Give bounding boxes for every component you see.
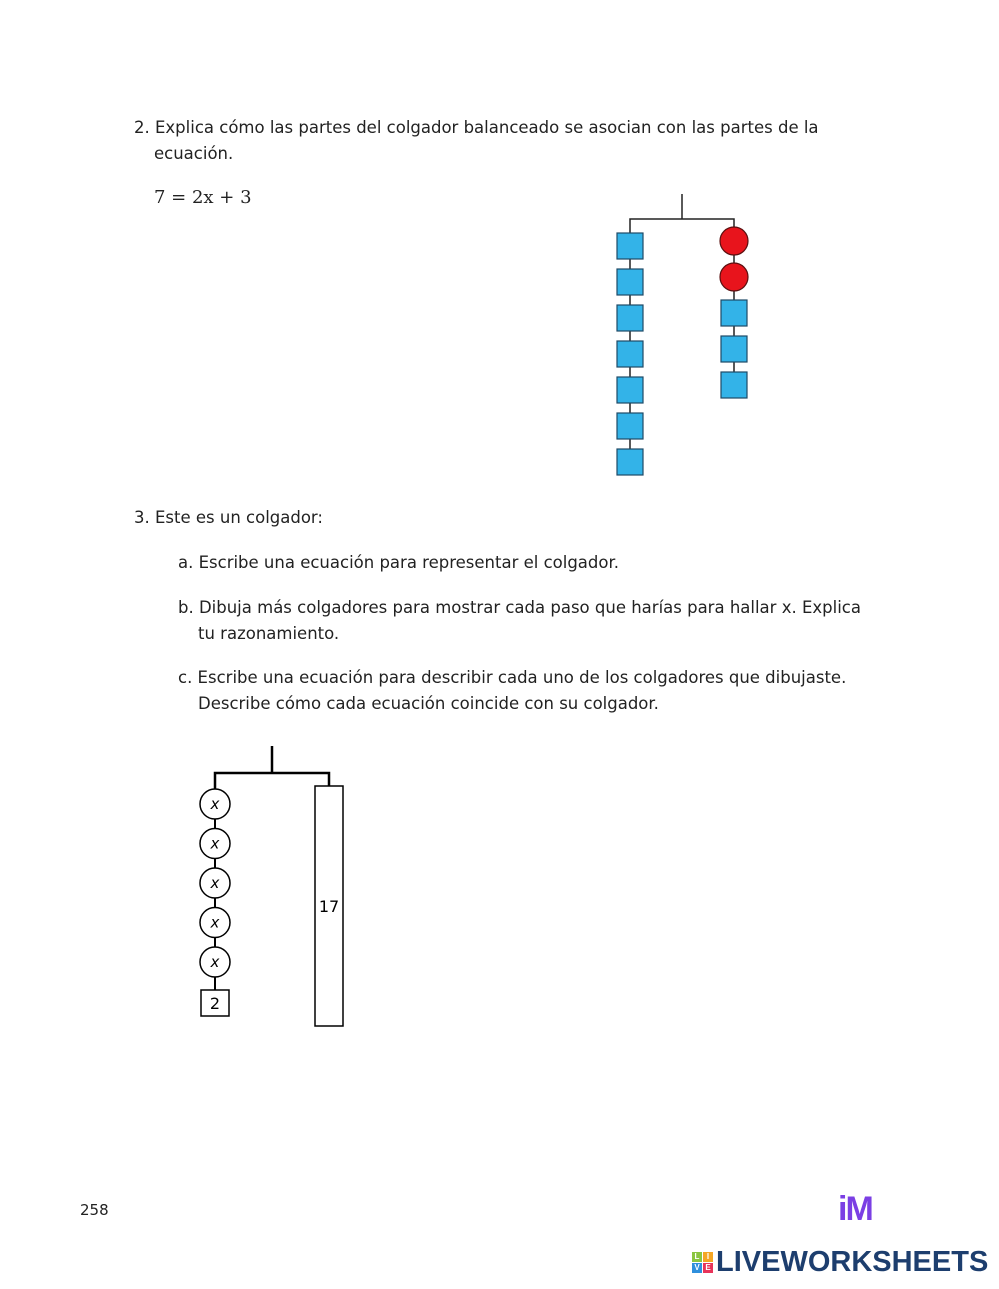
q2-text-line2: ecuación.: [154, 144, 234, 163]
unit-square: [617, 377, 643, 403]
q2-text-line1: 2. Explica cómo las partes del colgador balanceado se asocian con las partes de la: [134, 118, 819, 137]
unit-square: [721, 336, 747, 362]
x-circle: [720, 263, 748, 291]
x-label: x: [210, 874, 220, 892]
value-2-label: 2: [209, 994, 221, 1013]
x-label: x: [210, 795, 220, 813]
q3-part-c-line1: c. Escribe una ecuación para describir cada uno de los colgadores que dibujaste.: [178, 668, 847, 687]
value-17-label: 17: [318, 897, 340, 916]
q3-part-a: a. Escribe una ecuación para representar el colgador.: [178, 553, 620, 572]
hanger-2: [200, 746, 343, 1026]
unit-square: [617, 449, 643, 475]
unit-square: [617, 305, 643, 331]
unit-square: [617, 341, 643, 367]
unit-square: [721, 300, 747, 326]
x-circle: [720, 227, 748, 255]
liveworksheets-brand: LIVEWORKSHEETS: [716, 1246, 989, 1278]
x-label: x: [210, 834, 220, 853]
x-label: x: [210, 913, 220, 932]
q2-equation: 7 = 2x + 3: [154, 187, 252, 208]
x-label: x: [210, 953, 220, 971]
page-number: 258: [80, 1201, 109, 1219]
hanger-1: [617, 194, 748, 475]
unit-square: [617, 413, 643, 439]
unit-square: [721, 372, 747, 398]
unit-square: [617, 233, 643, 259]
im-logo: iM: [838, 1190, 872, 1228]
q3-intro: 3. Este es un colgador:: [134, 508, 323, 527]
q3-part-b-line2: tu razonamiento.: [198, 624, 340, 643]
liveworksheets-logo: [692, 1246, 988, 1279]
q3-part-b-line1: b. Dibuja más colgadores para mostrar cada paso que harías para hallar x. Explica: [178, 598, 861, 617]
unit-square: [617, 269, 643, 295]
q3-part-c-line2: Describe cómo cada ecuación coincide con su colgador.: [198, 694, 659, 713]
live-letter-grid-icon: L I V E: [692, 1252, 713, 1273]
